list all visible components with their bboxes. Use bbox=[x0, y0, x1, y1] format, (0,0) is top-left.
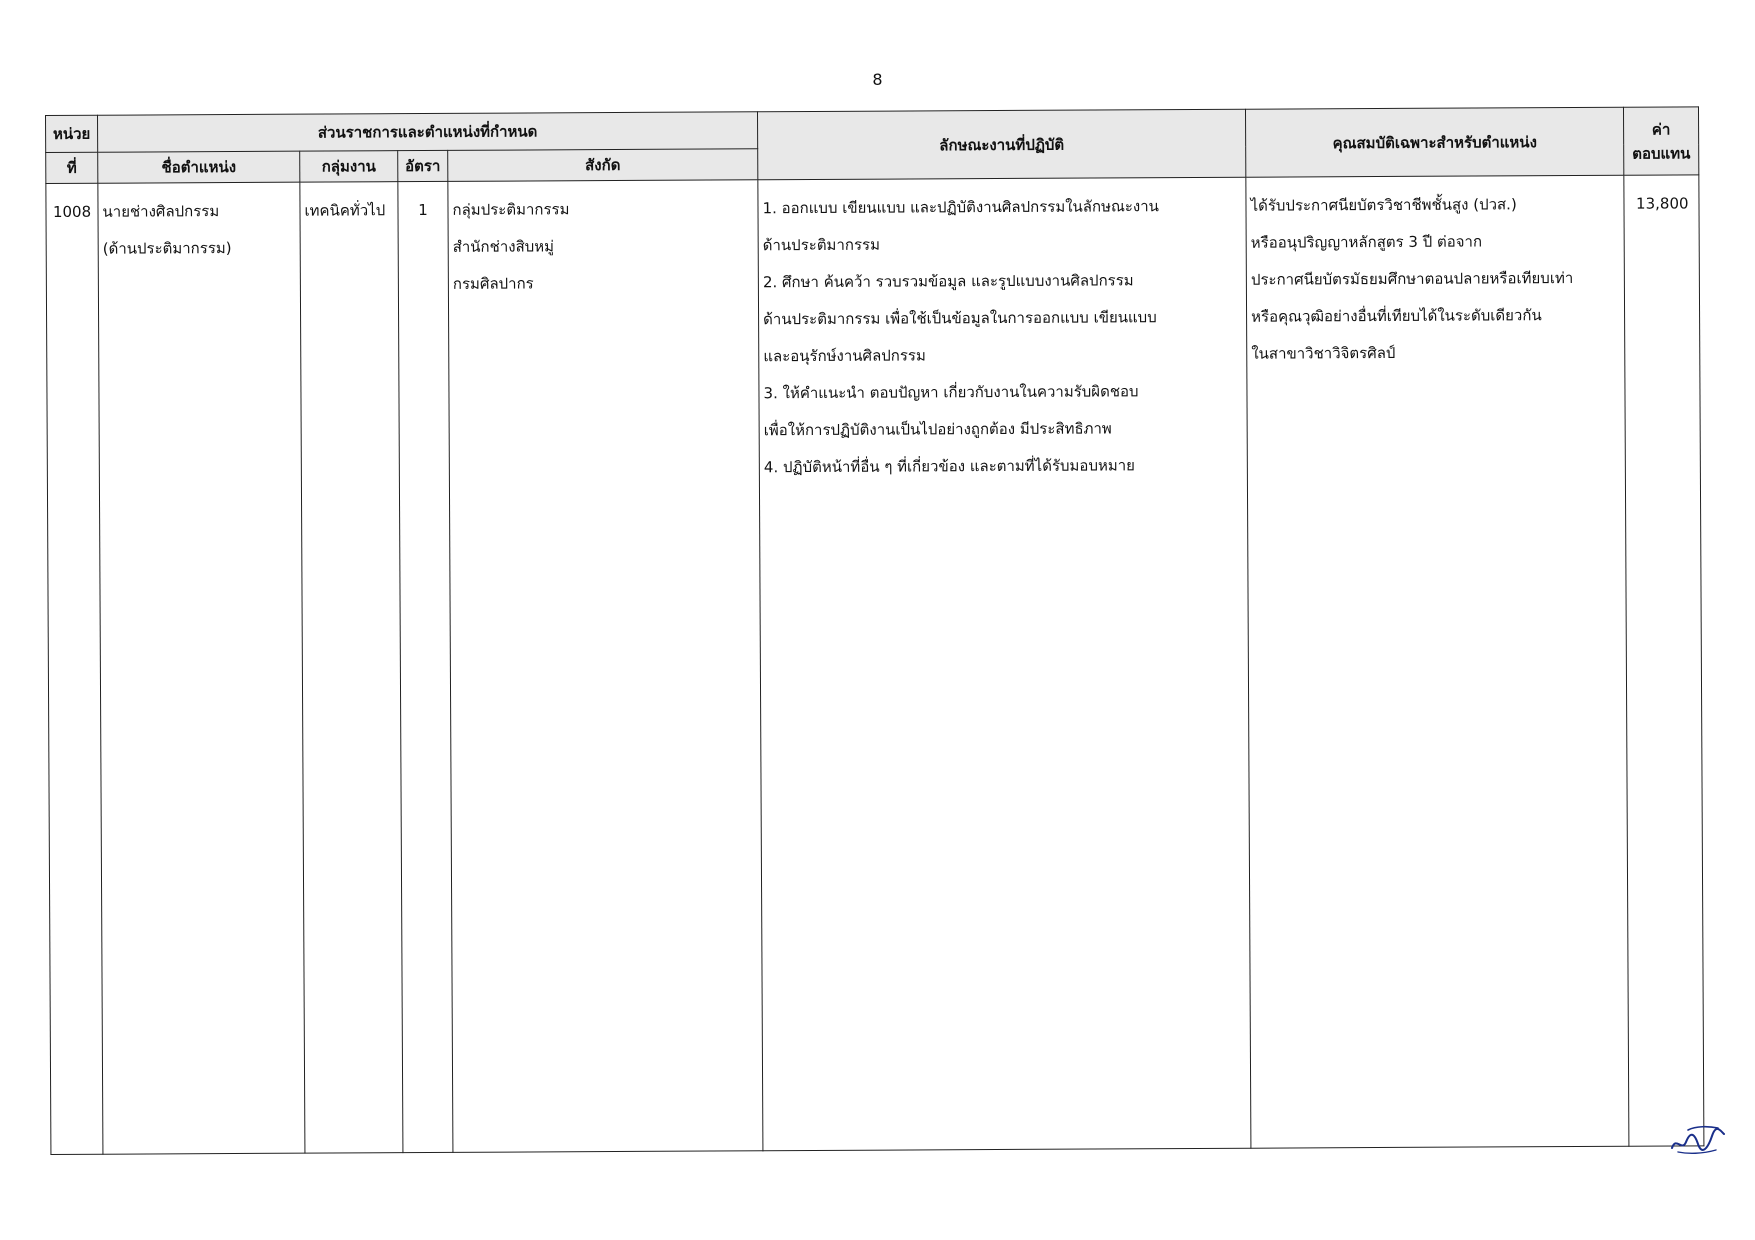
cell-rate bbox=[398, 181, 453, 1152]
position-name-line: (ด้านประติมากรรม) bbox=[102, 239, 232, 258]
page-number: 8 bbox=[872, 70, 883, 89]
position-table bbox=[45, 106, 1704, 1155]
rate-value: 1 bbox=[418, 200, 428, 220]
handwritten-signature bbox=[1668, 1118, 1728, 1158]
qualification-line: ได้รับประกาศนียบัตรวิชาชีพชั้นสูง (ปวส.) bbox=[1250, 195, 1517, 215]
cell-compensation bbox=[1624, 175, 1704, 1146]
affiliation-line: กลุ่มประติมากรรม bbox=[452, 200, 570, 219]
duty-line: 1. ออกแบบ เขียนแบบ และปฏิบัติงานศิลปกรรมในลักษณะงาน bbox=[762, 197, 1159, 218]
duty-line: และอนุรักษ์งานศิลปกรรม bbox=[763, 346, 926, 366]
qualification-line: หรือคุณวุฒิอย่างอื่นที่เทียบได้ในระดับเดียวกัน bbox=[1251, 306, 1542, 326]
work-group-value: เทคนิคทั่วไป bbox=[304, 201, 386, 220]
cell-position-name bbox=[98, 182, 305, 1154]
unit-value: 1008 bbox=[52, 202, 92, 221]
qualification-line: ประกาศนียบัตรมัธยมศึกษาตอนปลายหรือเทียบเท่า bbox=[1250, 269, 1574, 289]
duty-line: เพื่อให้การปฏิบัติงานเป็นไปอย่างถูกต้อง มีประสิทธิภาพ bbox=[763, 419, 1112, 440]
cell-qualifications bbox=[1246, 175, 1629, 1148]
duty-line: ด้านประติมากรรม bbox=[762, 235, 880, 255]
table-row bbox=[46, 175, 1704, 1155]
header-qualifications: คุณสมบัติเฉพาะสำหรับตำแหน่ง bbox=[1246, 107, 1624, 177]
cell-unit bbox=[46, 183, 103, 1154]
compensation-value: 13,800 bbox=[1635, 194, 1689, 213]
cell-affiliation bbox=[448, 180, 763, 1153]
header-rate: อัตรา bbox=[398, 150, 448, 181]
header-compensation: ค่าตอบแทน bbox=[1624, 107, 1699, 175]
affiliation-line: สำนักช่างสิบหมู่ bbox=[452, 237, 555, 256]
header-duties: ลักษณะงานที่ปฏิบัติ bbox=[758, 109, 1246, 180]
cell-work-group bbox=[300, 182, 403, 1153]
header-position-name: ชื่อตำแหน่ง bbox=[98, 151, 300, 183]
cell-duties bbox=[758, 177, 1251, 1151]
header-work-group: กลุ่มงาน bbox=[300, 151, 398, 183]
header-unit-top: หน่วย bbox=[46, 115, 98, 152]
duty-line: 4. ปฏิบัติหน้าที่อื่น ๆ ที่เกี่ยวข้อง และตามที่ได้รับมอบหมาย bbox=[763, 456, 1135, 477]
qualification-line: หรืออนุปริญญาหลักสูตร 3 ปี ต่อจาก bbox=[1250, 232, 1483, 252]
duty-line: 3. ให้คำแนะนำ ตอบปัญหา เกี่ยวกับงานในความรับผิดชอบ bbox=[763, 382, 1139, 403]
duty-line: 2. ศึกษา ค้นคว้า รวบรวมข้อมูล และรูปแบบงานศิลปกรรม bbox=[762, 271, 1134, 292]
position-name-line: นายช่างศิลปกรรม bbox=[102, 202, 220, 221]
duty-line: ด้านประติมากรรม เพื่อใช้เป็นข้อมูลในการออกแบบ เขียนแบบ bbox=[763, 308, 1157, 329]
affiliation-line: กรมศิลปากร bbox=[452, 274, 534, 293]
qualification-line: ในสาขาวิชาวิจิตรศิลป์ bbox=[1251, 343, 1396, 363]
header-section-group: ส่วนราชการและตำแหน่งที่กำหนด bbox=[98, 112, 758, 152]
header-affiliation: สังกัด bbox=[448, 149, 758, 182]
header-unit-bottom: ที่ bbox=[46, 152, 98, 183]
